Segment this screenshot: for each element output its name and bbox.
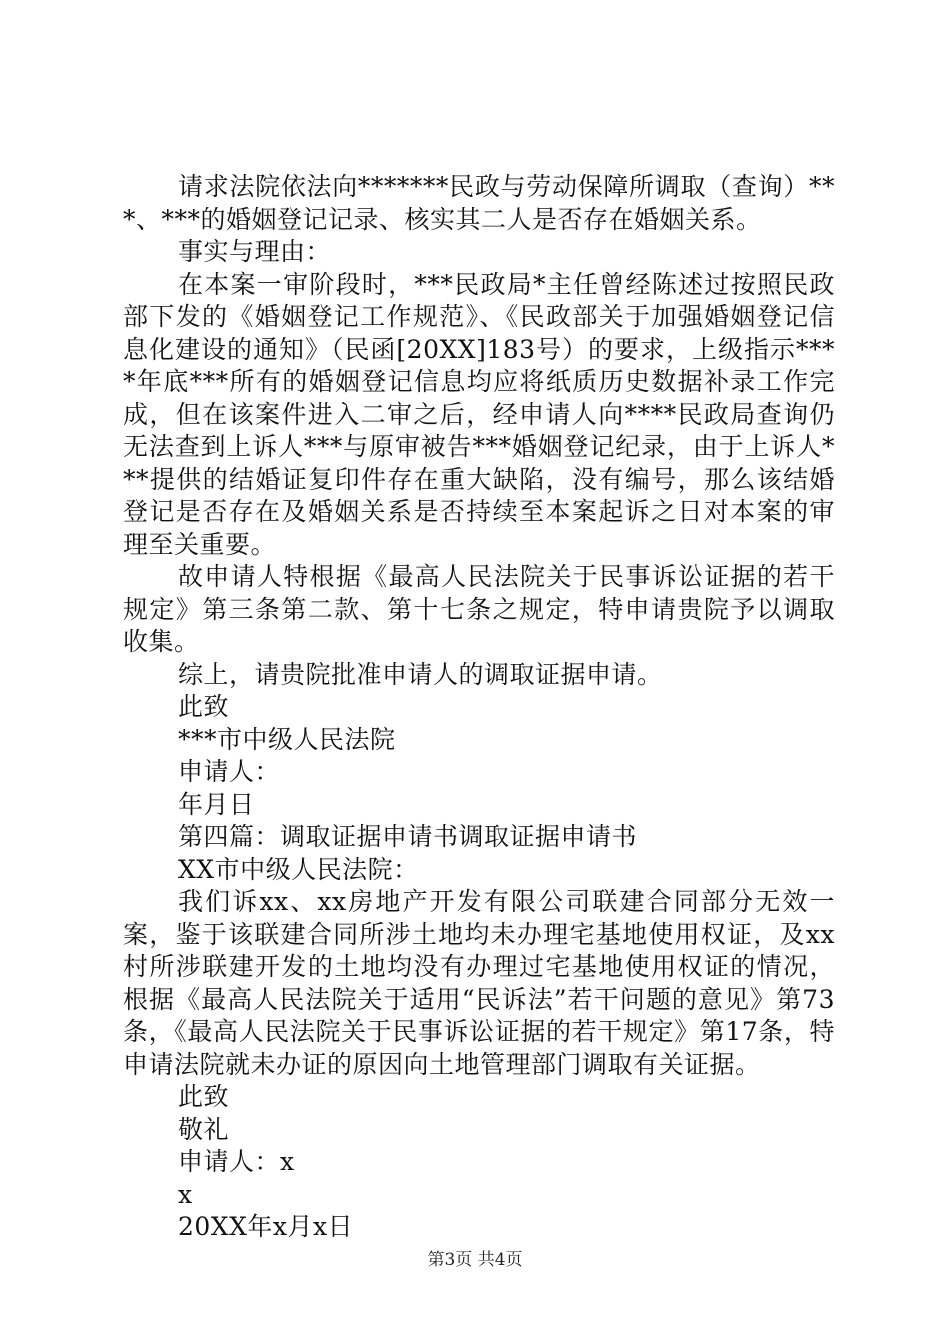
addressee-line: XX市中级人民法院： [178, 854, 419, 884]
applicant-line-2: 申请人：x [178, 1147, 295, 1176]
request-paragraph: 请求法院依法向*******民政与劳动保障所调取（查询）***、***的婚姻登记记录、核实其二人是否存在婚姻关系。 [123, 172, 835, 234]
facts-heading: 事实与理由： [178, 237, 332, 266]
case-paragraph: 我们诉xx、xx房地产开发有限公司联建合同部分无效一案，鉴于该联建合同所涉土地均未办理宅基地使用权证，及xx村所涉联建开发的土地均没有办理过宅基地使用权证的情况，根据《最高人民法院关于适用“民诉法”若干问题的意见》第73条，《最高人民法院关于民事诉讼证据的若干规定》第17条，特申请法院就未办证的原因向土地管理部门调取有关证据。 [123, 887, 835, 1079]
regards-line: 敬礼 [178, 1114, 230, 1144]
legal-basis-paragraph: 故申请人特根据《最高人民法院关于民事诉讼证据的若干规定》第三条第二款、第十七条之规定，特申请贵院予以调取收集。 [123, 562, 835, 656]
court-name-line: ***市中级人民法院 [178, 724, 396, 754]
applicant-line: 申请人： [178, 757, 281, 786]
salutation-line: 此致 [178, 692, 230, 721]
facts-paragraph: 在本案一审阶段时，***民政局*主任曾经陈述过按照民政部下发的《婚姻登记工作规范》、《民政部关于加强婚姻登记信息化建设的通知》（民函[20XX]183号）的要求，上级指示****年底***所有的婚姻登记信息均应将纸质历史数据补录工作完成，但在该案件进入二审之后，经申请人向****民政局查询仍无法查到上诉人***与原审被告***婚姻登记纪录，由于上诉人***提供的结婚证复印件存在重大缺陷，没有编号，那么该结婚登记是否存在及婚姻关系是否持续至本案起诉之日对本案的审理至关重要。 [123, 269, 835, 559]
document-body [123, 171, 835, 1244]
salutation-line-2: 此致 [178, 1082, 230, 1111]
date-line: 年月日 [178, 789, 255, 819]
date-line-2: 20XX年x月x日 [178, 1212, 354, 1241]
signature-line: x [178, 1179, 193, 1209]
page-footer: 第3页 共4页 [427, 1250, 523, 1270]
section-title: 第四篇：调取证据申请书调取证据申请书 [178, 822, 638, 851]
summary-paragraph: 综上，请贵院批准申请人的调取证据申请。 [178, 659, 663, 689]
